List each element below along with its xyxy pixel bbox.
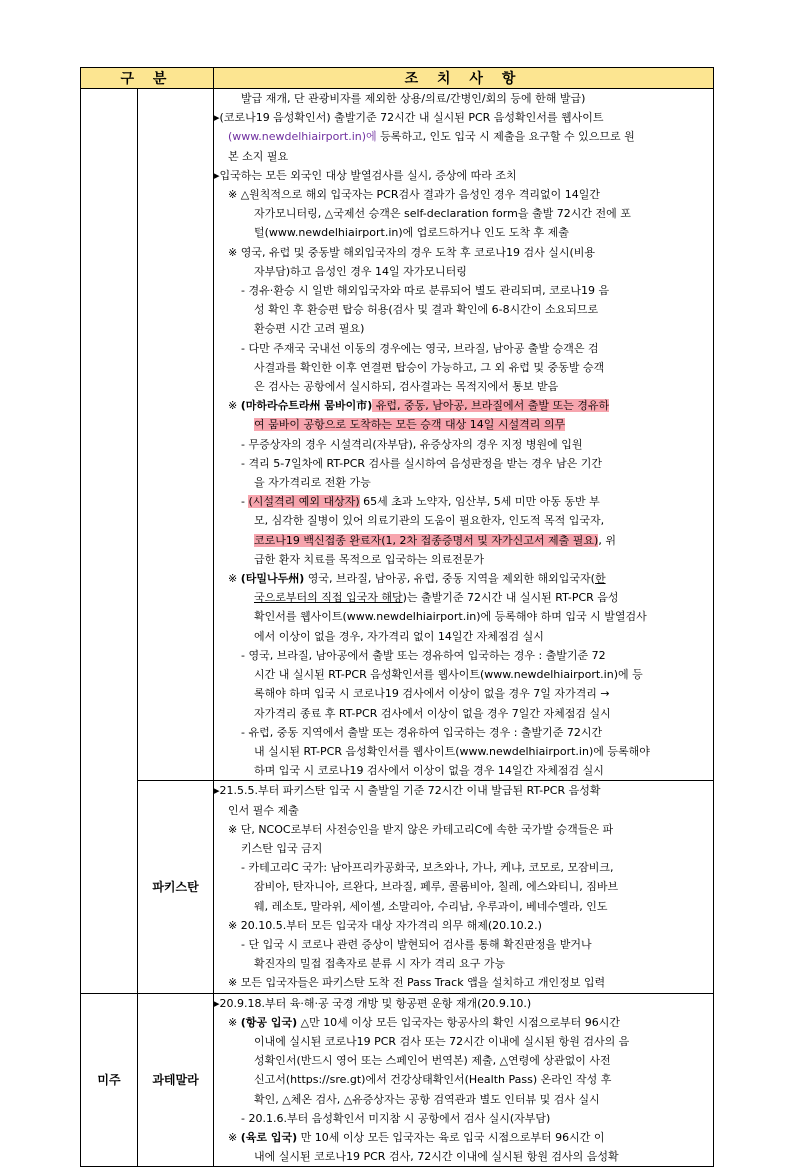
content-cell-guatemala <box>214 993 714 1167</box>
text-line: ※ 모든 입국자들은 파키스탄 도착 전 Pass Track 앱을 설치하고 개인정보 입력 <box>228 976 606 990</box>
text-line <box>214 127 713 146</box>
highlighted-text: 유럽, 중동, 남아공, 브라질에서 출발 또는 경유하 <box>372 399 610 413</box>
text-line: 자가모니터링, △국제선 승객은 self-declaration form을 출발 72시간 전에 포 <box>254 207 631 221</box>
text-span: ※ <box>228 1015 241 1029</box>
text-line: 을 자가격리로 전환 가능 <box>254 476 371 490</box>
text-line: 성확인서(반드시 영어 또는 스페인어 번역본) 제출, △연령에 상관없이 사전 <box>254 1054 611 1068</box>
land-entry-heading: (육로 입국) <box>240 1130 298 1144</box>
text-span: - <box>241 495 249 509</box>
text-line: 자가격리 종료 후 RT-PCR 검사에서 이상이 없을 경우 7일간 자체점검 실시 <box>254 706 611 720</box>
measures-table <box>80 67 714 1167</box>
text-line: 사결과를 확인한 이후 연결편 탑승이 가능하고, 그 외 유럽 및 중동발 승객 <box>254 360 605 374</box>
text-line: - 영국, 브라질, 남아공에서 출발 또는 경유하여 입국하는 경우 : 출발기준 72 <box>241 648 606 662</box>
table-row-pakistan <box>81 781 714 993</box>
text-span: △만 10세 이상 모든 입국자는 항공사의 확인 시점으로부터 96시간 <box>297 1015 621 1029</box>
highlighted-text: 코로나19 백신접종 완료자(1, 2차 접종증명서 및 자가신고서 제출 필요) <box>254 533 599 547</box>
text-line: - 유럽, 중동 지역에서 출발 또는 경유하여 입국하는 경우 : 출발기준 72시간 <box>241 725 603 739</box>
underlined-text: 한 <box>594 572 606 586</box>
mumbai-heading: (마하라슈트라州 뭄바이市) <box>240 399 373 413</box>
text-line: ※ 단, NCOC로부터 사전승인을 받지 않은 카테고리C에 속한 국가발 승객들은 파 <box>228 822 614 836</box>
tamil-nadu-heading: (타밀나두州) <box>240 572 305 586</box>
text-line: - 카테고리C 국가: 남아프리카공화국, 보츠와나, 가나, 케냐, 코모로, 모잠비크, <box>241 861 614 875</box>
text-line: 자부담)하고 음성인 경우 14일 자가모니터링 <box>254 264 467 278</box>
text-line: - 20.1.6.부터 음성확인서 미지참 시 공항에서 검사 실시(자부담) <box>241 1111 551 1125</box>
text-line <box>214 415 713 434</box>
text-line: 환승편 시간 고려 필요) <box>254 322 365 336</box>
text-line <box>214 396 713 415</box>
text-line <box>214 531 713 550</box>
text-line <box>214 588 713 607</box>
country-cell-pakistan: 파키스탄 <box>138 781 214 993</box>
text-span: ※ <box>228 572 241 586</box>
text-line: 모, 심각한 질병이 있어 의료기관의 도움이 필요한자, 인도적 목적 입국자, <box>254 514 605 528</box>
text-line: 웨, 레소토, 말라위, 세이셸, 소말리아, 수리남, 우루과이, 베네수엘라, 인도 <box>254 899 608 913</box>
text-line: 잠비아, 탄자니아, 르완다, 브라질, 페루, 콜롬비아, 칠레, 에스와티니, 짐바브 <box>254 880 619 894</box>
text-line: 에서 이상이 없을 경우, 자가격리 없이 14일간 자체점검 실시 <box>254 629 544 643</box>
text-span: 만 10세 이상 모든 입국자는 육로 입국 시점으로부터 96시간 이 <box>297 1130 605 1144</box>
text-line: - 다만 주재국 국내선 이동의 경우에는 영국, 브라질, 남아공 출발 승객은 검 <box>241 341 599 355</box>
text-line: ▸20.9.18.부터 육·해·공 국경 개방 및 항공편 운항 재개(20.9.10.) <box>214 996 532 1010</box>
text-line <box>214 1128 713 1147</box>
text-line: 이내에 실시된 코로나19 PCR 검사 또는 72시간 이내에 실시된 항원 검사의 음 <box>254 1034 630 1048</box>
content-cell-pakistan <box>214 781 714 993</box>
text-line: ※ 영국, 유럽 및 중동발 해외입국자의 경우 도착 후 코로나19 검사 실시(비용 <box>228 245 595 259</box>
text-line <box>214 492 713 511</box>
content-cell-india <box>214 89 714 781</box>
text-line: - 경유·환승 시 일반 해외입국자와 따로 분류되어 별도 관리되며, 코로나19 음 <box>241 284 610 298</box>
text-span: ※ <box>228 399 241 413</box>
text-line: 하며 입국 시 코로나19 검사에서 이상이 없을 경우 14일간 자체점검 실시 <box>254 764 604 778</box>
text-line: 록해야 하며 입국 시 코로나19 검사에서 이상이 없을 경우 7일 자가격리 → <box>254 687 610 701</box>
table-header-row <box>81 68 714 89</box>
text-line: 내에 실시된 코로나19 PCR 검사, 72시간 이내에 실시된 항원 검사의 음성확 <box>254 1150 619 1164</box>
underlined-text: 국으로부터의 직접 입국자 해당 <box>254 591 403 605</box>
text-line: 확인, △체온 검사, △유증상자는 공항 검역관과 별도 인터뷰 및 검사 실시 <box>254 1092 600 1106</box>
text-line: 확진자의 밀접 접촉자로 분류 시 자가 격리 요구 가능 <box>254 957 506 971</box>
text-span: 65세 초과 노약자, 임산부, 5세 미만 아동 동반 부 <box>359 495 600 509</box>
text-line: 은 검사는 공항에서 실시하되, 검사결과는 목적지에서 통보 받음 <box>254 380 559 394</box>
text-line: 본 소지 필요 <box>228 149 289 163</box>
text-line: 성 확인 후 환승편 탑승 허용(검사 및 결과 확인에 6-8시간이 소요되므로 <box>254 303 599 317</box>
text-line: 털(www.newdelhiairport.in)에 업로드하거나 인도 도착 후 제출 <box>254 226 569 240</box>
text-line: - 격리 5-7일차에 RT-PCR 검사를 실시하여 음성판정을 받는 경우 남은 기간 <box>241 456 603 470</box>
air-entry-heading: (항공 입국) <box>240 1015 298 1029</box>
text-line: 키스탄 입국 금지 <box>241 841 323 855</box>
text-span: 등록하고, 인도 입국 시 제출을 요구할 수 있으므로 원 <box>376 130 635 144</box>
region-cell-americas: 미주 <box>81 993 138 1167</box>
website-link[interactable]: (www.newdelhiairport.in)에 <box>228 130 377 144</box>
text-line: ※ △원칙적으로 해외 입국자는 PCR검사 결과가 음성인 경우 격리없이 14일간 <box>228 188 600 202</box>
country-cell-guatemala: 과테말라 <box>138 993 214 1167</box>
text-line: 신고서(https://sre.gt)에서 건강상태확인서(Health Pass) 온라인 작성 후 <box>254 1073 612 1087</box>
text-line: ※ 20.10.5.부터 모든 입국자 대상 자가격리 의무 해제(20.10.2.) <box>228 918 542 932</box>
text-line <box>214 569 713 588</box>
text-span: )는 출발기준 72시간 내 실시된 RT-PCR 음성 <box>402 591 619 605</box>
country-cell-india <box>138 89 214 781</box>
text-line: 급한 환자 치료를 목적으로 입국하는 의료전문가 <box>254 552 485 566</box>
text-line <box>214 1013 713 1032</box>
text-line: ▸21.5.5.부터 파키스탄 입국 시 출발일 기준 72시간 이내 발급된 RT-PCR 음성확 <box>214 784 601 798</box>
text-line: - 무증상자의 경우 시설격리(자부담), 유증상자의 경우 지정 병원에 입원 <box>241 437 583 451</box>
text-line: 내 실시된 RT-PCR 음성확인서를 웹사이트(www.newdelhiairport.in)에 등록해야 <box>254 744 650 758</box>
table-row-guatemala <box>81 993 714 1167</box>
text-line: 확인서를 웹사이트(www.newdelhiairport.in)에 등록해야 하며 입국 시 발열검사 <box>254 610 647 624</box>
text-line: 발급 재개, 단 관광비자를 제외한 상용/의료/간병인/회의 등에 한해 발급) <box>241 92 586 105</box>
text-span: ※ <box>228 1130 241 1144</box>
text-span: , 위 <box>598 533 616 547</box>
header-category: 구 분 <box>81 68 214 89</box>
text-line: - 단 입국 시 코로나 관련 증상이 발현되어 검사를 통해 확진판정을 받거나 <box>241 937 592 951</box>
region-cell-asia <box>81 89 138 994</box>
text-line: ▸(코로나19 음성확인서) 출발기준 72시간 내 실시된 PCR 음성확인서를 웹사이트 <box>214 111 604 125</box>
text-line: 시간 내 실시된 RT-PCR 음성확인서를 웹사이트(www.newdelhiairport.in)에 등 <box>254 668 643 682</box>
highlighted-text: (시설격리 예외 대상자) <box>248 495 360 509</box>
text-span: 영국, 브라질, 남아공, 유럽, 중동 지역을 제외한 해외입국자( <box>304 572 595 586</box>
text-line: 인서 필수 제출 <box>228 803 299 817</box>
highlighted-text: 여 뭄바이 공항으로 도착하는 모든 승객 대상 14일 시설격리 의무 <box>254 418 566 432</box>
text-line: ▸입국하는 모든 외국인 대상 발열검사를 실시, 증상에 따라 조치 <box>214 168 517 182</box>
table-row-india <box>81 89 714 781</box>
header-measures: 조 치 사 항 <box>214 68 714 89</box>
